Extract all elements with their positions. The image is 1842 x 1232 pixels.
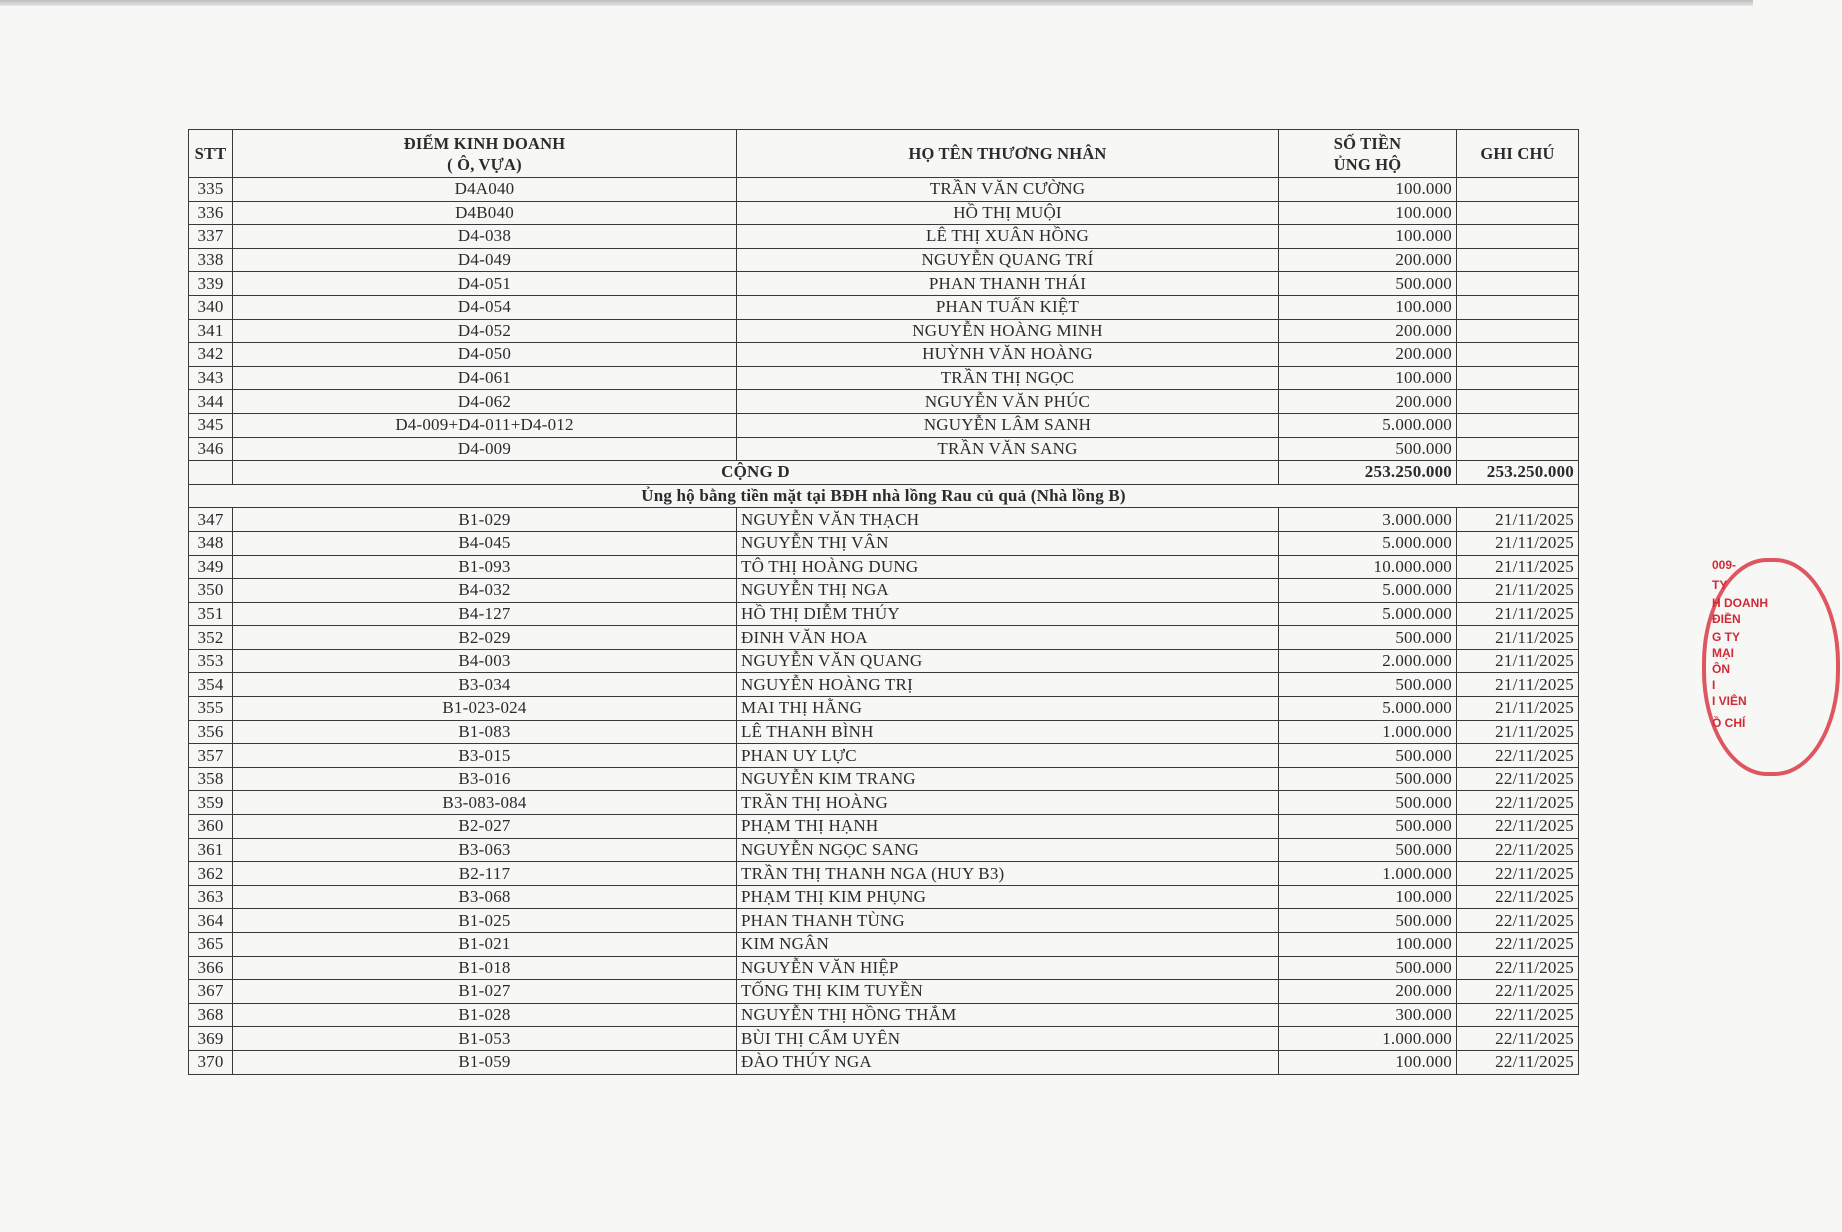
amount-cell: 5.000.000	[1279, 602, 1457, 626]
note-cell: 22/11/2025	[1457, 956, 1579, 980]
amount-cell: 1.000.000	[1279, 1027, 1457, 1051]
header-business-point-line1: ĐIỂM KINH DOANH	[403, 133, 566, 153]
amount-cell: 100.000	[1279, 1050, 1457, 1074]
stt-cell: 362	[189, 862, 233, 886]
merchant-name-cell: NGUYỄN VĂN QUANG	[737, 649, 1279, 673]
amount-cell: 500.000	[1279, 272, 1457, 296]
business-point-cell: D4-009	[233, 437, 737, 461]
stt-cell: 370	[189, 1050, 233, 1074]
merchant-name-cell: HỒ THỊ MUỘI	[737, 201, 1279, 225]
stt-cell: 346	[189, 437, 233, 461]
business-point-cell: B4-045	[233, 531, 737, 555]
merchant-name-cell: LÊ THỊ XUÂN HỒNG	[737, 225, 1279, 249]
note-cell: 21/11/2025	[1457, 649, 1579, 673]
table-row	[189, 366, 1579, 390]
amount-cell: 500.000	[1279, 744, 1457, 768]
business-point-cell: B2-117	[233, 862, 737, 886]
note-cell: 22/11/2025	[1457, 980, 1579, 1004]
stt-cell: 352	[189, 626, 233, 650]
scan-top-edge	[0, 0, 1753, 6]
table-row	[189, 1027, 1579, 1051]
amount-cell: 200.000	[1279, 980, 1457, 1004]
stt-cell: 359	[189, 791, 233, 815]
note-cell: 22/11/2025	[1457, 767, 1579, 791]
note-cell: 22/11/2025	[1457, 885, 1579, 909]
amount-cell: 5.000.000	[1279, 697, 1457, 721]
business-point-cell: D4A040	[233, 178, 737, 202]
stt-cell: 357	[189, 744, 233, 768]
amount-cell: 500.000	[1279, 626, 1457, 650]
business-point-cell: B2-029	[233, 626, 737, 650]
table-row	[189, 531, 1579, 555]
note-cell: 21/11/2025	[1457, 720, 1579, 744]
note-cell	[1457, 201, 1579, 225]
stt-cell: 349	[189, 555, 233, 579]
note-cell	[1457, 248, 1579, 272]
business-point-cell: B1-053	[233, 1027, 737, 1051]
table-row	[189, 225, 1579, 249]
seal-text-line: Ồ CHÍ	[1712, 716, 1746, 730]
merchant-name-cell: PHAN UY LỰC	[737, 744, 1279, 768]
business-point-cell: B1-018	[233, 956, 737, 980]
table-row	[189, 343, 1579, 367]
business-point-cell: B3-063	[233, 838, 737, 862]
business-point-cell: D4-061	[233, 366, 737, 390]
total-row	[189, 461, 1579, 485]
business-point-cell: B1-028	[233, 1003, 737, 1027]
seal-text-line: ĐIỀN	[1712, 612, 1741, 626]
stt-cell: 343	[189, 366, 233, 390]
merchant-name-cell: ĐINH VĂN HOA	[737, 626, 1279, 650]
business-point-cell: B2-027	[233, 815, 737, 839]
amount-cell: 1.000.000	[1279, 720, 1457, 744]
table-row	[189, 555, 1579, 579]
amount-cell: 5.000.000	[1279, 579, 1457, 603]
business-point-cell: B4-127	[233, 602, 737, 626]
business-point-cell: B1-059	[233, 1050, 737, 1074]
business-point-cell: B1-021	[233, 933, 737, 957]
stt-cell: 368	[189, 1003, 233, 1027]
note-cell: 22/11/2025	[1457, 791, 1579, 815]
note-cell: 22/11/2025	[1457, 1003, 1579, 1027]
amount-cell: 200.000	[1279, 248, 1457, 272]
amount-cell: 500.000	[1279, 767, 1457, 791]
note-cell: 22/11/2025	[1457, 909, 1579, 933]
table-row	[189, 201, 1579, 225]
amount-cell: 100.000	[1279, 366, 1457, 390]
stt-cell: 351	[189, 602, 233, 626]
merchant-name-cell: TỐNG THỊ KIM TUYỀN	[737, 980, 1279, 1004]
seal-text-line: 009-	[1712, 558, 1737, 572]
merchant-name-cell: PHẠM THỊ KIM PHỤNG	[737, 885, 1279, 909]
business-point-cell: B1-083	[233, 720, 737, 744]
business-point-cell: D4-054	[233, 295, 737, 319]
amount-cell: 500.000	[1279, 838, 1457, 862]
seal-text-line: H DOANH	[1712, 596, 1768, 610]
total-stt-cell	[189, 461, 233, 485]
table-row	[189, 744, 1579, 768]
red-company-seal	[1702, 558, 1842, 778]
amount-cell: 500.000	[1279, 437, 1457, 461]
merchant-name-cell: NGUYỄN VĂN PHÚC	[737, 390, 1279, 414]
business-point-cell: B1-029	[233, 508, 737, 532]
business-point-cell: B3-015	[233, 744, 737, 768]
business-point-cell: D4-062	[233, 390, 737, 414]
business-point-cell: B3-083-084	[233, 791, 737, 815]
amount-cell: 2.000.000	[1279, 649, 1457, 673]
business-point-cell: D4-051	[233, 272, 737, 296]
stt-cell: 344	[189, 390, 233, 414]
business-point-cell: D4-009+D4-011+D4-012	[233, 413, 737, 437]
note-cell: 21/11/2025	[1457, 673, 1579, 697]
table-row	[189, 980, 1579, 1004]
header-merchant-name: HỌ TÊN THƯƠNG NHÂN	[737, 130, 1279, 178]
table-row	[189, 673, 1579, 697]
seal-text-line: MẠI	[1712, 646, 1734, 660]
table-row	[189, 862, 1579, 886]
business-point-cell: B1-023-024	[233, 697, 737, 721]
note-cell: 22/11/2025	[1457, 1050, 1579, 1074]
header-business-point	[233, 130, 737, 178]
merchant-name-cell: NGUYỄN THỊ VÂN	[737, 531, 1279, 555]
merchant-name-cell: TRẦN THỊ NGỌC	[737, 366, 1279, 390]
stt-cell: 339	[189, 272, 233, 296]
note-cell: 22/11/2025	[1457, 933, 1579, 957]
stt-cell: 336	[189, 201, 233, 225]
table-row	[189, 697, 1579, 721]
amount-cell: 100.000	[1279, 885, 1457, 909]
note-cell: 21/11/2025	[1457, 602, 1579, 626]
business-point-cell: B4-003	[233, 649, 737, 673]
business-point-cell: B1-093	[233, 555, 737, 579]
stt-cell: 338	[189, 248, 233, 272]
amount-cell: 500.000	[1279, 815, 1457, 839]
table-row	[189, 248, 1579, 272]
amount-cell: 200.000	[1279, 390, 1457, 414]
merchant-name-cell: TRẦN THỊ THANH NGA (HUY B3)	[737, 862, 1279, 886]
amount-cell: 500.000	[1279, 791, 1457, 815]
amount-cell: 200.000	[1279, 319, 1457, 343]
note-cell: 21/11/2025	[1457, 555, 1579, 579]
note-cell: 22/11/2025	[1457, 1027, 1579, 1051]
amount-cell: 100.000	[1279, 178, 1457, 202]
stt-cell: 361	[189, 838, 233, 862]
merchant-name-cell: TRẦN VĂN SANG	[737, 437, 1279, 461]
table-row	[189, 437, 1579, 461]
merchant-name-cell: PHẠM THỊ HẠNH	[737, 815, 1279, 839]
merchant-name-cell: TRẦN THỊ HOÀNG	[737, 791, 1279, 815]
stt-cell: 360	[189, 815, 233, 839]
merchant-name-cell: NGUYỄN KIM TRANG	[737, 767, 1279, 791]
table-row	[189, 649, 1579, 673]
note-cell	[1457, 366, 1579, 390]
stt-cell: 350	[189, 579, 233, 603]
merchant-name-cell: TRẦN VĂN CƯỜNG	[737, 178, 1279, 202]
table-row	[189, 295, 1579, 319]
table-row	[189, 909, 1579, 933]
table-row	[189, 602, 1579, 626]
merchant-name-cell: NGUYỄN VĂN HIỆP	[737, 956, 1279, 980]
seal-text-line: I	[1712, 678, 1716, 692]
merchant-name-cell: HỒ THỊ DIỄM THÚY	[737, 602, 1279, 626]
merchant-name-cell: PHAN TUẤN KIỆT	[737, 295, 1279, 319]
merchant-name-cell: PHAN THANH TÙNG	[737, 909, 1279, 933]
amount-cell: 100.000	[1279, 201, 1457, 225]
table-row	[189, 1003, 1579, 1027]
section-d-total	[189, 461, 1579, 508]
table-row	[189, 178, 1579, 202]
stt-cell: 347	[189, 508, 233, 532]
note-cell	[1457, 413, 1579, 437]
stt-cell: 335	[189, 178, 233, 202]
stt-cell: 363	[189, 885, 233, 909]
amount-cell: 300.000	[1279, 1003, 1457, 1027]
business-point-cell: D4-050	[233, 343, 737, 367]
note-cell	[1457, 437, 1579, 461]
merchant-name-cell: MAI THỊ HẰNG	[737, 697, 1279, 721]
table-row	[189, 815, 1579, 839]
amount-cell: 5.000.000	[1279, 531, 1457, 555]
note-cell: 21/11/2025	[1457, 531, 1579, 555]
header-business-point-line2: ( Ô, VỰA)	[447, 154, 522, 174]
header-stt: STT	[189, 130, 233, 178]
merchant-name-cell: PHAN THANH THÁI	[737, 272, 1279, 296]
amount-cell: 500.000	[1279, 909, 1457, 933]
stt-cell: 341	[189, 319, 233, 343]
amount-cell: 100.000	[1279, 225, 1457, 249]
merchant-name-cell: NGUYỄN VĂN THẠCH	[737, 508, 1279, 532]
merchant-name-cell: BÙI THỊ CẨM UYÊN	[737, 1027, 1279, 1051]
seal-text-line: TY	[1712, 578, 1728, 592]
table-row	[189, 390, 1579, 414]
amount-cell: 100.000	[1279, 933, 1457, 957]
seal-text-line: G TY	[1712, 630, 1741, 644]
total-amount: 253.250.000	[1279, 461, 1457, 485]
stt-cell: 342	[189, 343, 233, 367]
merchant-name-cell: HUỲNH VĂN HOÀNG	[737, 343, 1279, 367]
business-point-cell: D4-038	[233, 225, 737, 249]
stt-cell: 345	[189, 413, 233, 437]
note-cell: 22/11/2025	[1457, 815, 1579, 839]
table-row	[189, 272, 1579, 296]
table-row	[189, 956, 1579, 980]
business-point-cell: B4-032	[233, 579, 737, 603]
amount-cell: 1.000.000	[1279, 862, 1457, 886]
donation-table	[188, 129, 1579, 1075]
stt-cell: 364	[189, 909, 233, 933]
stt-cell: 358	[189, 767, 233, 791]
table-row	[189, 579, 1579, 603]
table-row	[189, 626, 1579, 650]
note-cell	[1457, 319, 1579, 343]
business-point-cell: B3-034	[233, 673, 737, 697]
section-d-rows	[189, 178, 1579, 461]
table-row	[189, 767, 1579, 791]
merchant-name-cell: NGUYỄN HOÀNG TRỊ	[737, 673, 1279, 697]
business-point-cell: B3-016	[233, 767, 737, 791]
merchant-name-cell: NGUYỄN QUANG TRÍ	[737, 248, 1279, 272]
note-cell: 21/11/2025	[1457, 697, 1579, 721]
note-cell	[1457, 390, 1579, 414]
amount-cell: 200.000	[1279, 343, 1457, 367]
header-note: GHI CHÚ	[1457, 130, 1579, 178]
note-cell: 22/11/2025	[1457, 744, 1579, 768]
business-point-cell: B3-068	[233, 885, 737, 909]
section-title-row	[189, 484, 1579, 508]
table-row	[189, 413, 1579, 437]
stt-cell: 354	[189, 673, 233, 697]
section-b-rows	[189, 508, 1579, 1074]
header-amount-line1: SỐ TIỀN	[1333, 133, 1402, 153]
table-row	[189, 885, 1579, 909]
amount-cell: 5.000.000	[1279, 413, 1457, 437]
merchant-name-cell: NGUYỄN LÂM SANH	[737, 413, 1279, 437]
stt-cell: 355	[189, 697, 233, 721]
stt-cell: 367	[189, 980, 233, 1004]
merchant-name-cell: TÔ THỊ HOÀNG DUNG	[737, 555, 1279, 579]
note-cell	[1457, 272, 1579, 296]
business-point-cell: B1-027	[233, 980, 737, 1004]
note-cell	[1457, 295, 1579, 319]
merchant-name-cell: ĐÀO THÚY NGA	[737, 1050, 1279, 1074]
table-row	[189, 1050, 1579, 1074]
business-point-cell: D4-052	[233, 319, 737, 343]
amount-cell: 10.000.000	[1279, 555, 1457, 579]
header-amount-line2: ỦNG HỘ	[1333, 154, 1402, 174]
note-cell: 21/11/2025	[1457, 626, 1579, 650]
table-row	[189, 933, 1579, 957]
seal-text-line: I VIÊN	[1712, 694, 1747, 708]
stt-cell: 348	[189, 531, 233, 555]
business-point-cell: B1-025	[233, 909, 737, 933]
amount-cell: 3.000.000	[1279, 508, 1457, 532]
note-cell: 21/11/2025	[1457, 579, 1579, 603]
note-cell: 22/11/2025	[1457, 862, 1579, 886]
total-label: CỘNG D	[233, 461, 1279, 485]
stt-cell: 369	[189, 1027, 233, 1051]
note-cell	[1457, 343, 1579, 367]
business-point-cell: D4B040	[233, 201, 737, 225]
merchant-name-cell: NGUYỄN HOÀNG MINH	[737, 319, 1279, 343]
table-row	[189, 791, 1579, 815]
amount-cell: 500.000	[1279, 956, 1457, 980]
business-point-cell: D4-049	[233, 248, 737, 272]
merchant-name-cell: NGUYỄN NGỌC SANG	[737, 838, 1279, 862]
header-amount	[1279, 130, 1457, 178]
table-row	[189, 508, 1579, 532]
amount-cell: 100.000	[1279, 295, 1457, 319]
merchant-name-cell: NGUYỄN THỊ NGA	[737, 579, 1279, 603]
note-cell: 21/11/2025	[1457, 508, 1579, 532]
merchant-name-cell: LÊ THANH BÌNH	[737, 720, 1279, 744]
stt-cell: 340	[189, 295, 233, 319]
stt-cell: 366	[189, 956, 233, 980]
section-b-title: Ủng hộ bằng tiền mặt tại BĐH nhà lồng Rau củ quả (Nhà lồng B)	[189, 484, 1579, 508]
stt-cell: 353	[189, 649, 233, 673]
stt-cell: 337	[189, 225, 233, 249]
merchant-name-cell: KIM NGÂN	[737, 933, 1279, 957]
table-row	[189, 838, 1579, 862]
note-cell: 22/11/2025	[1457, 838, 1579, 862]
note-cell	[1457, 225, 1579, 249]
table-row	[189, 720, 1579, 744]
table-row	[189, 319, 1579, 343]
merchant-name-cell: NGUYỄN THỊ HỒNG THẮM	[737, 1003, 1279, 1027]
note-cell	[1457, 178, 1579, 202]
table-header	[189, 130, 1579, 178]
amount-cell: 500.000	[1279, 673, 1457, 697]
seal-text-line: ÔN	[1712, 662, 1730, 676]
stt-cell: 356	[189, 720, 233, 744]
total-note: 253.250.000	[1457, 461, 1579, 485]
stt-cell: 365	[189, 933, 233, 957]
